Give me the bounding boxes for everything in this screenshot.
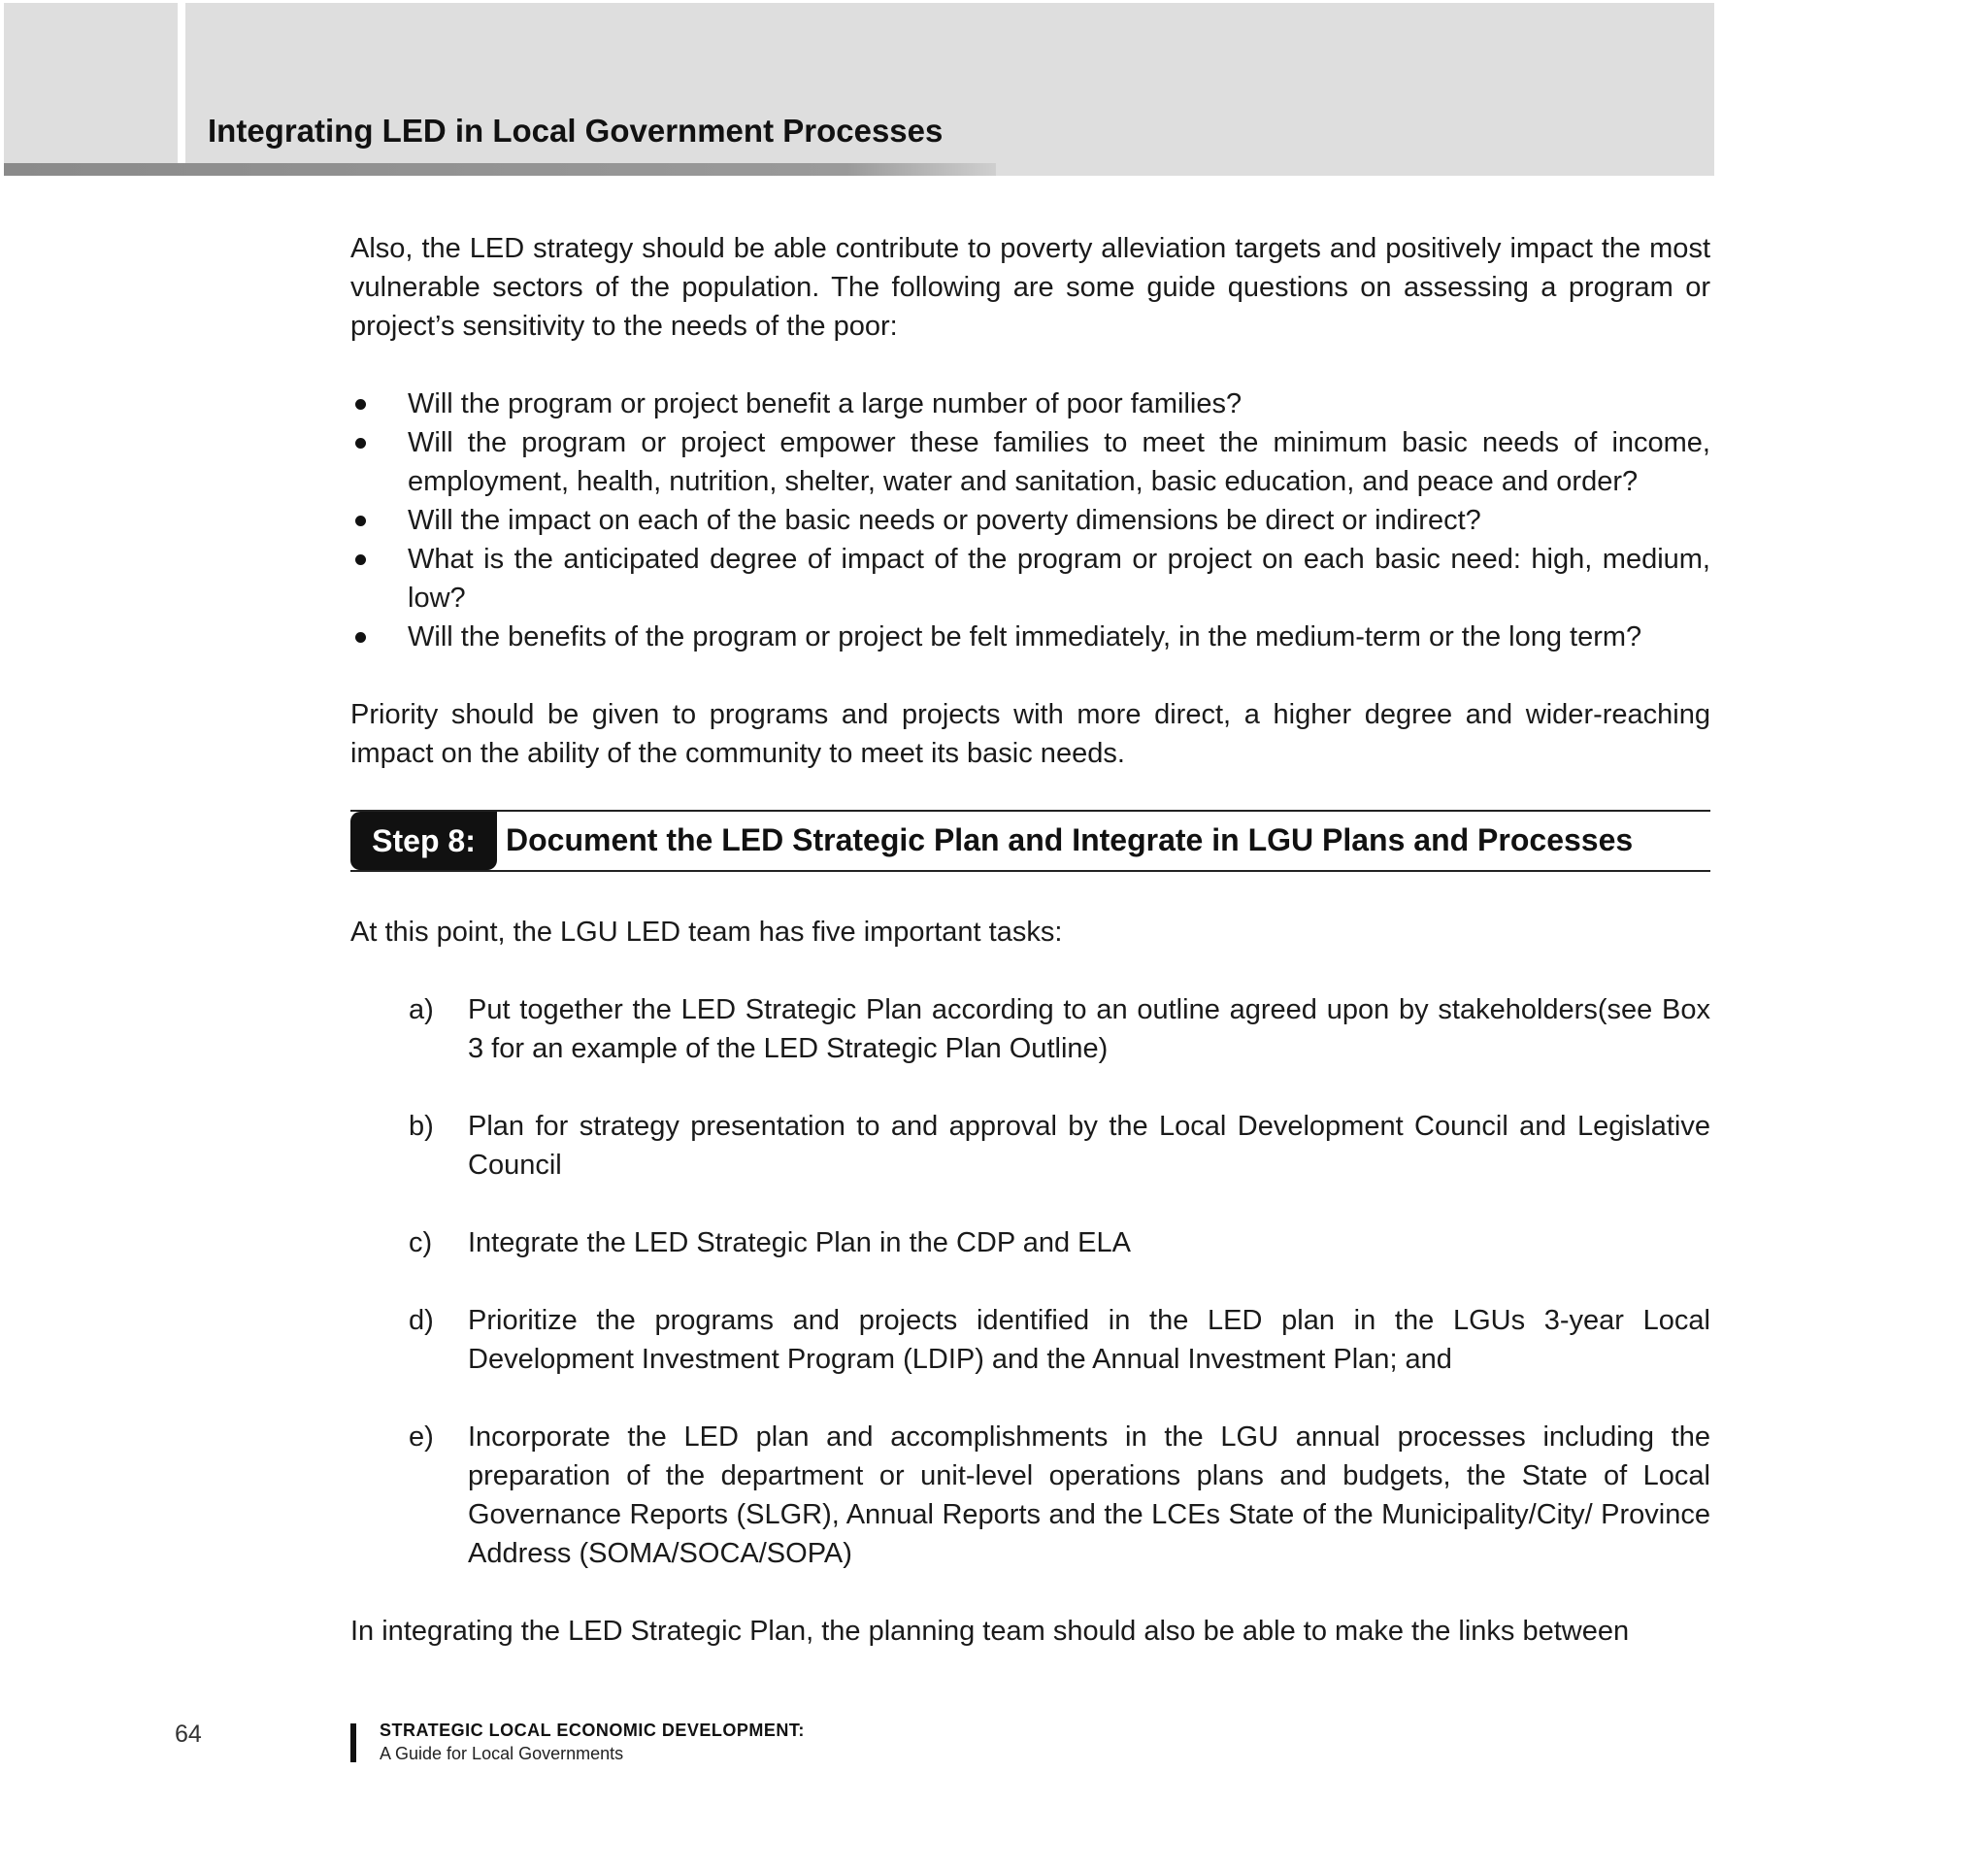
header-band xyxy=(4,3,1714,176)
list-item xyxy=(350,423,1710,501)
question-text: Will the benefits of the program or project be felt immediately, in the medium-term or the long term? xyxy=(408,621,1642,652)
spacer xyxy=(350,346,1710,384)
header-underline xyxy=(4,163,996,176)
question-text: Will the program or project empower these families to meet the minimum basic needs of income, employment, health, nutrition, shelter, water and sanitation, basic education, and peace and order? xyxy=(408,427,1710,497)
bullet-icon xyxy=(355,632,366,643)
footer-subtitle: A Guide for Local Governments xyxy=(380,1744,624,1763)
closing-paragraph: In integrating the LED Strategic Plan, the planning team should also be able to make the links between xyxy=(350,1616,1630,1647)
task-letter: c) xyxy=(409,1227,433,1258)
task-text: Prioritize the programs and projects identified in the LED plan in the LGUs 3-year Local Development Investment Program (LDIP) and the Annual Investment Plan; and xyxy=(468,1305,1710,1375)
list-item xyxy=(350,1418,1710,1573)
task-text: Integrate the LED Strategic Plan in the CDP and ELA xyxy=(468,1227,1131,1258)
footer-bar xyxy=(350,1723,356,1762)
page-content xyxy=(350,229,1710,1651)
footer-title: STRATEGIC LOCAL ECONOMIC DEVELOPMENT: xyxy=(380,1721,805,1740)
task-letter: d) xyxy=(409,1305,434,1336)
spacer xyxy=(350,952,1710,990)
list-item xyxy=(350,990,1710,1068)
task-letter: a) xyxy=(409,994,434,1025)
bullet-icon xyxy=(355,554,366,565)
list-item xyxy=(350,1301,1710,1379)
tasks-list xyxy=(350,990,1710,1573)
page-header-title: Integrating LED in Local Government Processes xyxy=(208,113,944,149)
tasks-intro: At this point, the LGU LED team has five important tasks: xyxy=(350,917,1063,948)
bullet-icon xyxy=(355,438,366,449)
task-text: Incorporate the LED plan and accomplishments in the LGU annual processes including the preparation of the department or unit-level operations plans and budgets, the State of Local Governance Reports (SLGR), Annual Reports and the LCEs State of the Municipality/City/ Province Address (SOMA/SOCA/SOPA) xyxy=(468,1421,1710,1569)
intro-paragraph: Also, the LED strategy should be able contribute to poverty alleviation targets and positively impact the most vulnerable sectors of the population. The following are some guide questions on assessing a program or project’s sensitivity to the needs of the poor: xyxy=(350,233,1710,342)
step-heading xyxy=(350,810,1710,872)
task-text: Plan for strategy presentation to and approval by the Local Development Council and Legislative Council xyxy=(468,1111,1710,1181)
task-letter: b) xyxy=(409,1111,434,1142)
task-letter: e) xyxy=(409,1421,434,1453)
step-title: Document the LED Strategic Plan and Integrate in LGU Plans and Processes xyxy=(506,822,1634,857)
question-text: Will the impact on each of the basic needs or poverty dimensions be direct or indirect? xyxy=(408,505,1481,536)
header-divider xyxy=(178,3,185,164)
question-text: What is the anticipated degree of impact of the program or project on each basic need: high, medium, low? xyxy=(408,544,1710,614)
bullet-icon xyxy=(355,516,366,526)
list-item xyxy=(350,1107,1710,1185)
task-text: Put together the LED Strategic Plan according to an outline agreed upon by stakeholders(see Box 3 for an example of the LED Strategic Plan Outline) xyxy=(468,994,1710,1064)
spacer xyxy=(350,656,1710,695)
list-item xyxy=(350,618,1710,656)
bullet-icon xyxy=(355,399,366,410)
list-item xyxy=(350,501,1710,540)
step-badge: Step 8: xyxy=(350,812,497,870)
list-item xyxy=(350,1223,1710,1262)
priority-paragraph: Priority should be given to programs and projects with more direct, a higher degree and wider-reaching impact on the ability of the community to meet its basic needs. xyxy=(350,699,1710,769)
guide-questions-list xyxy=(350,384,1710,656)
list-item xyxy=(350,384,1710,423)
page-number: 64 xyxy=(175,1721,202,1748)
list-item xyxy=(350,540,1710,618)
question-text: Will the program or project benefit a large number of poor families? xyxy=(408,388,1242,419)
